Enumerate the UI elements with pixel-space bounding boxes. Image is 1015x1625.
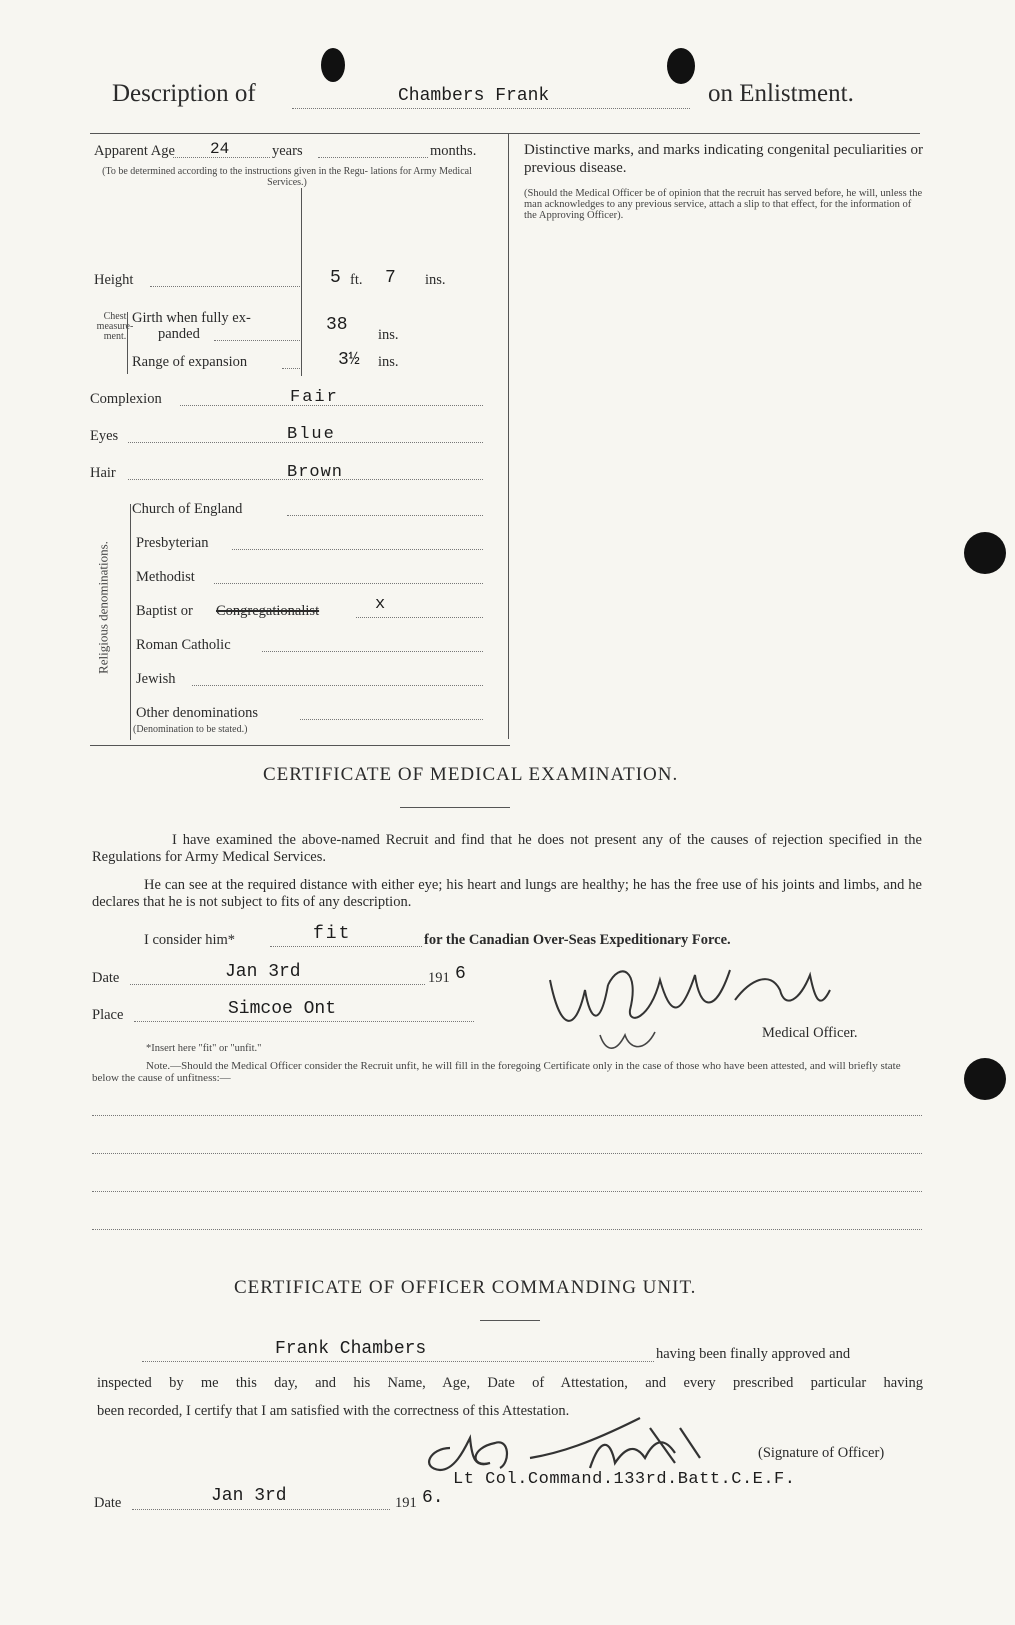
unfitness-line-3	[92, 1191, 922, 1192]
chest-side-label: Chest measure- ment.	[96, 311, 134, 342]
ft-label: ft.	[350, 272, 363, 288]
other-dots	[300, 719, 483, 720]
title-right: on Enlistment.	[708, 80, 854, 107]
marks-title: Distinctive marks, and marks indicating congenital peculiarities or previous disease.	[524, 142, 924, 176]
jewish: Jewish	[136, 671, 176, 687]
consider-dots	[270, 946, 422, 947]
co-date-value: Jan 3rd	[211, 1486, 287, 1506]
age-label: Apparent Age	[94, 143, 175, 159]
measurement-divider	[301, 188, 302, 376]
religion-bracket	[130, 504, 131, 740]
months-dots	[318, 157, 428, 158]
years-label: years	[272, 143, 303, 159]
ins-label: ins.	[425, 272, 446, 288]
baptist-mark: x	[375, 595, 386, 614]
punch-hole-right-lower	[964, 1058, 1006, 1100]
unfitness-note: Note.—Should the Medical Officer consider the Recruit unfit, he will fill in the foregoing Certificate only in the case of those who have been attested, and will briefly state below the cause of unfitness:—	[92, 1060, 901, 1084]
medical-paragraph-2: He can see at the required distance with either eye; his heart and lungs are healthy; he has the free use of his joints and limbs, and he declares that he is not subject to fits of any description.	[92, 877, 922, 910]
religion-side-label: Religious denominations.	[95, 541, 111, 674]
commanding-officer-signature	[410, 1408, 750, 1478]
medical-date-dots	[130, 984, 425, 985]
punch-hole-top-right	[667, 48, 695, 84]
height-in-value: 7	[385, 268, 396, 288]
roman-catholic: Roman Catholic	[136, 637, 231, 653]
co-year-prefix: 191	[395, 1495, 417, 1511]
eyes-label: Eyes	[90, 428, 119, 444]
girth-dots	[214, 340, 300, 341]
girth-ins-label: ins.	[378, 327, 399, 343]
chest-bracket	[127, 312, 128, 374]
co-name-dots	[142, 1361, 654, 1362]
girth-label: Girth when fully ex-	[132, 310, 251, 326]
co-line-3: been recorded, I certify that I am satisfied with the correctness of this Attestation.	[97, 1403, 570, 1419]
range-label: Range of expansion	[132, 354, 248, 370]
place-label: Place	[92, 1007, 124, 1023]
methodist: Methodist	[136, 569, 195, 585]
section-rule	[90, 745, 510, 746]
height-label: Height	[94, 272, 134, 288]
medical-year-prefix: 191	[428, 970, 450, 986]
church-dots	[287, 515, 483, 516]
methodist-dots	[214, 583, 483, 584]
co-date-dots	[132, 1509, 390, 1510]
range-ins-label: ins.	[378, 354, 399, 370]
hair-value: Brown	[287, 463, 344, 482]
medical-date-value: Jan 3rd	[225, 962, 301, 982]
unfitness-line-1	[92, 1115, 922, 1116]
place-dots	[134, 1021, 474, 1022]
other-denominations: Other denominations	[136, 705, 259, 721]
medical-date-label: Date	[92, 970, 120, 986]
complexion-label: Complexion	[90, 391, 162, 407]
jewish-dots	[192, 685, 483, 686]
marks-note: (Should the Medical Officer be of opinion that the recruit has served before, he will, unless the man acknowledges to any previous service, attach a slip to that effect, for the information of the Approving Officer).	[524, 188, 923, 221]
church-of-england: Church of England	[132, 501, 243, 517]
unfitness-line-4	[92, 1229, 922, 1230]
recruit-name: Chambers Frank	[398, 86, 550, 106]
commanding-certificate-title: CERTIFICATE OF OFFICER COMMANDING UNIT.	[234, 1277, 697, 1298]
medical-officer-label: Medical Officer.	[762, 1025, 858, 1041]
column-divider	[508, 133, 509, 739]
medical-officer-signature	[530, 940, 860, 1060]
range-dots	[282, 368, 300, 369]
place-value: Simcoe Ont	[228, 999, 337, 1019]
presbyterian: Presbyterian	[136, 535, 209, 551]
months-label: months.	[430, 143, 477, 159]
age-note: (To be determined according to the instructions given in the Regu- lations for Army Medical Services.)	[102, 166, 472, 188]
co-year-suffix: 6.	[422, 1488, 444, 1508]
congregationalist: Congregationalist	[216, 603, 320, 619]
eyes-value: Blue	[287, 425, 336, 444]
complexion-value: Fair	[290, 388, 339, 407]
signature-of-officer-label: (Signature of Officer)	[758, 1445, 885, 1461]
punch-hole-top-left	[321, 48, 345, 82]
co-date-label: Date	[94, 1495, 122, 1511]
girth-label-2: panded	[158, 326, 200, 342]
consider-label: I consider him*	[144, 932, 236, 948]
presbyterian-dots	[232, 549, 483, 550]
girth-value: 38	[326, 315, 348, 335]
title-left: Description of	[112, 80, 256, 107]
range-value: 3½	[338, 350, 360, 370]
co-line-1-end: having been finally approved and	[656, 1346, 851, 1362]
header-rule	[90, 133, 920, 134]
fitness-value: fit	[313, 924, 352, 944]
height-dots	[150, 286, 300, 287]
hair-label: Hair	[90, 465, 116, 481]
name-dotted-line	[292, 108, 690, 109]
medical-certificate-title: CERTIFICATE OF MEDICAL EXAMINATION.	[263, 764, 679, 785]
punch-hole-right-upper	[964, 532, 1006, 574]
force-label: for the Canadian Over-Seas Expeditionary Force.	[424, 932, 731, 948]
commanding-title-rule	[480, 1320, 540, 1321]
catholic-dots	[262, 651, 483, 652]
unfitness-line-2	[92, 1153, 922, 1154]
medical-paragraph-1: I have examined the above-named Recruit and find that he does not present any of the causes of rejection specified in the Regulations for Army Medical Services.	[92, 832, 922, 865]
baptist: Baptist or	[136, 603, 193, 619]
height-ft-value: 5	[330, 268, 341, 288]
other-note: (Denomination to be stated.)	[133, 724, 248, 735]
co-recruit-name: Frank Chambers	[275, 1339, 427, 1359]
insert-note: *Insert here "fit" or "unfit."	[146, 1043, 262, 1054]
medical-title-rule	[400, 807, 510, 808]
officer-rank: Lt Col.Command.133rd.Batt.C.E.F.	[453, 1470, 796, 1489]
co-line-2: inspected by me this day, and his Name, Age, Date of Attestation, and every prescribed particular having	[97, 1375, 923, 1391]
baptist-dots	[356, 617, 483, 618]
age-value: 24	[210, 140, 230, 158]
medical-year-suffix: 6	[455, 964, 466, 984]
